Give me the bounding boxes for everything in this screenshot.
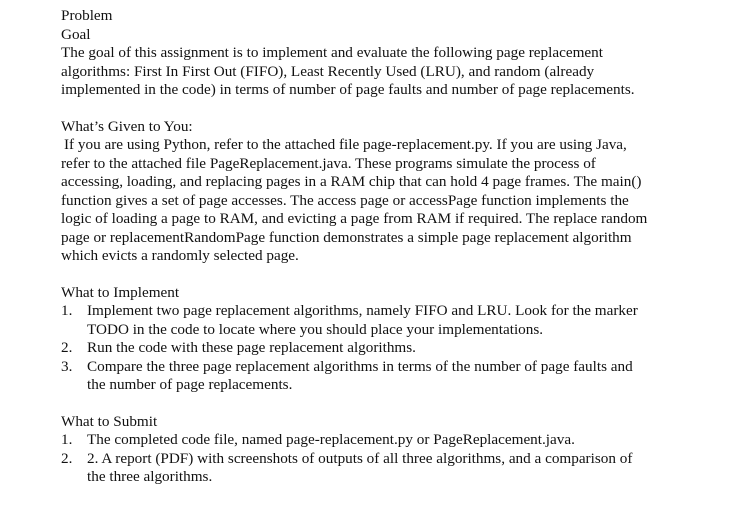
goal-line: algorithms: First In First Out (FIFO), Least Recently Used (LRU), and random (already [61, 62, 595, 80]
section-spacer [61, 266, 731, 284]
given-line: refer to the attached file PageReplacement.java. These programs simulate the process of [61, 154, 596, 172]
implement-heading: What to Implement [61, 283, 180, 301]
list-number: 2. [61, 339, 73, 356]
list-item [61, 450, 731, 487]
goal-line: The goal of this assignment is to implement and evaluate the following page replacement [61, 44, 603, 61]
given-line: logic of loading a page to RAM, and evicting a page from RAM if required. The replace random [61, 210, 648, 227]
section-spacer [61, 395, 731, 413]
list-item [61, 358, 731, 395]
list-item [61, 431, 731, 450]
given-paragraph [61, 136, 731, 266]
list-item-line: Run the code with these page replacement algorithms. [87, 339, 416, 356]
list-item-line: the number of page replacements. [87, 376, 293, 393]
given-line: function gives a set of page accesses. The access page or accessPage function implements the [61, 191, 629, 209]
list-number: 1. [61, 302, 73, 319]
submit-list [61, 431, 731, 487]
list-item-line: 2. A report (PDF) with screenshots of outputs of all three algorithms, and a comparison of [87, 449, 633, 467]
given-line: If you are using Python, refer to the attached file page-replacement.py. If you are using Java, [64, 136, 627, 153]
list-item-line: TODO in the code to locate where you should place your implementations. [87, 320, 544, 338]
list-number: 2. [61, 449, 73, 467]
list-number: 1. [61, 431, 73, 448]
list-item-line: the three algorithms. [87, 468, 213, 485]
goal-heading: Goal [61, 25, 91, 43]
implement-list [61, 302, 731, 395]
list-number: 3. [61, 357, 73, 375]
goal-paragraph [61, 44, 731, 100]
list-item-line: The completed code file, named page-replacement.py or PageReplacement.java. [87, 431, 575, 448]
given-line: page or replacementRandomPage function demonstrates a simple page replacement algorithm [61, 228, 632, 246]
section-spacer [61, 100, 731, 118]
given-line: accessing, loading, and replacing pages in a RAM chip that can hold 4 page frames. The main() [61, 173, 642, 190]
given-heading: What’s Given to You: [61, 117, 193, 135]
list-item-line: Implement two page replacement algorithms, namely FIFO and LRU. Look for the marker [87, 302, 638, 319]
given-line: which evicts a randomly selected page. [61, 247, 299, 264]
document-body [61, 7, 731, 487]
list-item [61, 339, 731, 358]
submit-heading: What to Submit [61, 412, 158, 430]
list-item-line: Compare the three page replacement algorithms in terms of the number of page faults and [87, 357, 633, 375]
goal-line: implemented in the code) in terms of number of page faults and number of page replacements. [61, 81, 635, 98]
list-item [61, 302, 731, 339]
problem-heading: Problem [61, 7, 113, 24]
